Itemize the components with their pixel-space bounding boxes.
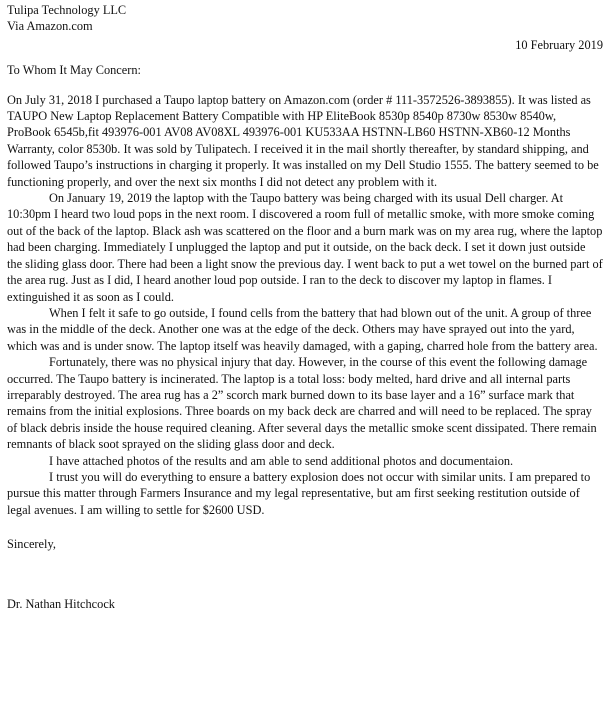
signature-name: Dr. Nathan Hitchcock bbox=[7, 596, 115, 611]
paragraph-incident: On January 19, 2019 the laptop with the Taupo battery was being charged with its usual Dell charger. At 10:30pm I heard two loud pops in the next room. I discovered a room full of metallic smoke, with more smoke coming out of the back of the laptop. Black ash was scattered on the floor and a burn mark was on my area rug, where the laptop had been charging. Immediately I unplugged the laptop and put it outside, on the back deck. I set it down just outside the sliding glass door. There had been a light snow the previous day. I went back to put a wet towel on the burned part of the area rug. Just as I did, I heard another loud pop outside. I ran to the deck to discover my laptop in flames. I extinguished it as soon as I could. bbox=[7, 191, 603, 304]
paragraph-purchase: On July 31, 2018 I purchased a Taupo laptop battery on Amazon.com (order # 111-3572526-3893855). It was listed as TAUPO New Laptop Replacement Battery Compatible with HP EliteBook 8530p 8540p 8730w 8530w 8540w, ProBook 6545b,fit 493976-001 AV08 AV08XL 493976-001 KU533AA HSTNN-LB60 HSTNN-XB60-12 Months Warranty, color 8530b. It was sold by Tulipatech. I received it in the mail shortly thereafter, by standard shipping, and followed Taupo’s instructions in charging it properly. It was installed on my Dell Studio 1555. The battery seemed to be functioning properly, and over the next six months I did not detect any problem with it. bbox=[7, 92, 599, 189]
paragraph-aftermath: When I felt it safe to go outside, I found cells from the battery that had blown out of the unit. A group of three was in the middle of the deck. Another one was at the edge of the deck. Others may have sprayed out into the yard, which was and is under snow. The laptop itself was heavily damaged, with a gaping, charred hole from the battery area. bbox=[7, 305, 598, 353]
sender-name: Tulipa Technology LLC bbox=[7, 3, 127, 17]
sender-via: Via Amazon.com bbox=[7, 19, 93, 34]
closing: Sincerely, bbox=[7, 537, 56, 552]
letter-date: 10 February 2019 bbox=[515, 37, 603, 52]
paragraph-settlement: I trust you will do everything to ensure a battery explosion does not occur with similar units. I am prepared to pursue this matter through Farmers Insurance and my legal representative, but am first seeking restitution outside of legal avenues. I am willing to settle for $2600 USD. bbox=[7, 469, 591, 517]
paragraph-photos: I have attached photos of the results and am able to send additional photos and documentaion. bbox=[49, 453, 514, 468]
salutation: To Whom It May Concern: bbox=[7, 63, 141, 78]
paragraph-damage: Fortunately, there was no physical injury that day. However, in the course of this event the following damage occurred. The Taupo battery is incinerated. The laptop is a total loss: body melted, hard drive and all internal parts irreparably destroyed. The area rug has a 2” scorch mark burned down to its base layer and a 16” surface mark that remains from the initial explosions. Three boards on my back deck are charred and will need to be replaced. The spray of black debris inside the house required cleaning. After several days the metallic smoke scent dissipated. There remain remnants of black soot sprayed on the sliding glass door and deck. bbox=[7, 355, 597, 452]
